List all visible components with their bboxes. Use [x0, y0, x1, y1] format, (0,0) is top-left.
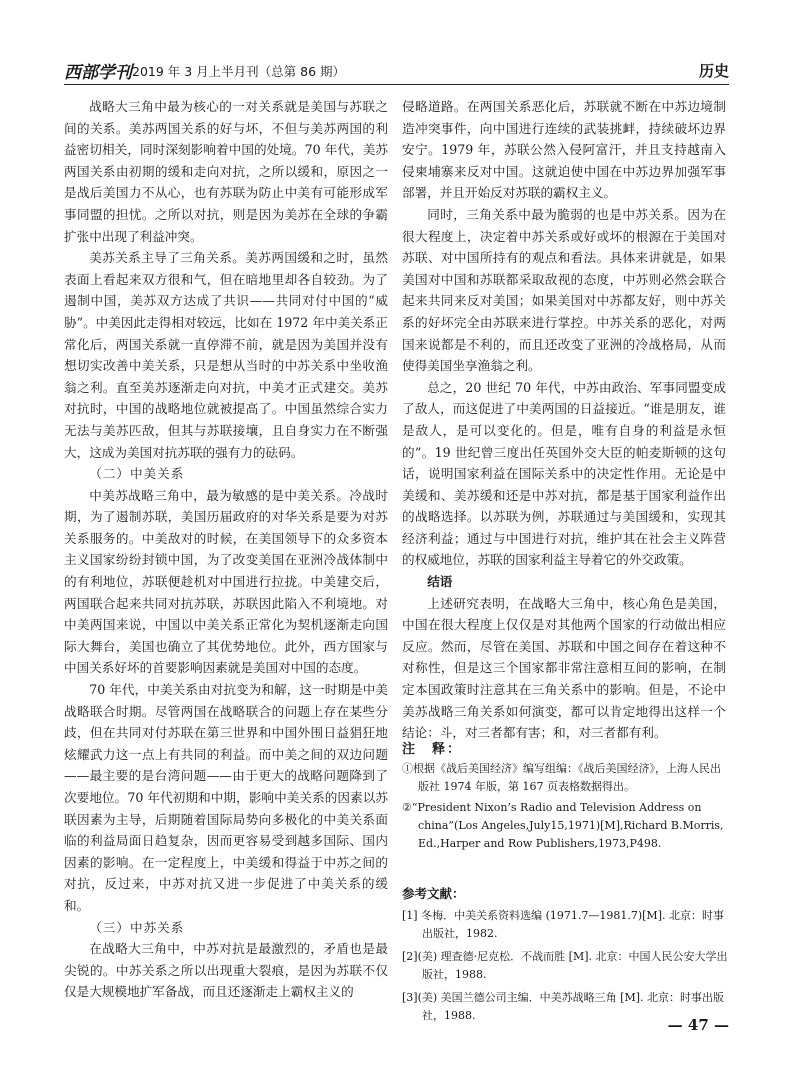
notes-heading: 注 释：: [402, 742, 463, 757]
paragraph: 在战略大三角中，中苏对抗是最激烈的，矛盾也是最尖锐的。中苏关系之所以出现重大裂痕，是因为苏联不仅仅是大规模地扩军备战，而且还逐渐走上霸权主义的: [64, 941, 388, 1000]
paragraph: 中美苏战略三角中，最为敏感的是中美关系。冷战时期，为了遏制苏联，美国历届政府的对华关系是要为对苏关系服务的。中美敌对的时候，在美国领导下的众多资本主义国家纷纷封锁中国，为了改变美国在亚洲冷战体制中的有利地位，苏联便趁机对中国进行拉拢。中美建交后，两国联合起来共同对抗苏联，苏联因此陷入不利境地。对中美两国来说，中国以中美关系正常化为契机逐渐走向国际大舞台，美国也确立了其优势地位。此外，西方国家与中国关系好坏的首要影响因素就是美国对中国的态度。: [64, 487, 388, 676]
section-label: 历史: [698, 62, 729, 80]
paragraph: 同时，三角关系中最为脆弱的也是中苏关系。因为在很大程度上，决定着中苏关系或好或坏的根源在于美国对苏联、对中国所持有的观点和看法。具体来讲就是，如果美国对中国和苏联都采取敌视的态度，中苏则必然会联合起来共同来反对美国；如果美国对中苏都友好，则中苏关系的好坏完全由苏联来进行掌控。中苏关系的恶化，对两国来说都是不利的，而且还改变了亚洲的冷战格局，从而使得美国坐享渔翁之利。: [402, 206, 726, 374]
note-item: ②“President Nixon’s Radio and Television Address on china”(Los Angeles,July15,1971)[M],Richard B.Morris, Ed.,Harper and Row Publishers,1973,P498.: [402, 801, 724, 850]
paragraph: 侵略道路。在两国关系恶化后，苏联就不断在中苏边境制造冲突事件，向中国进行连续的武装挑衅，持续破坏边界安宁。1979 年，苏联公然入侵阿富汗，并且支持越南入侵柬埔寨来反对中国。这就迫使中国在中苏边界加强军事部署，并且开始反对苏联的霸权主义。: [402, 99, 726, 201]
notes-list: [402, 760, 728, 856]
references-list: [402, 907, 728, 1030]
reference-item: [1] 冬梅．中美关系资料选编 (1971.7—1981.7)[M]. 北京：时事出版社，1982.: [402, 909, 724, 940]
paragraph: 总之，20 世纪 70 年代，中苏由政治、军事同盟变成了敌人，而这促进了中美两国的日益接近。“谁是朋友，谁是敌人，是可以变化的。但是，唯有自身的利益是永恒的”。19 世纪曾三度出任英国外交大臣的帕麦斯顿的这句话，说明国家利益在国际关系中的决定性作用。无论是中美缓和、美苏缓和还是中苏对抗，都是基于国家利益作出的战略选择。以苏联为例，苏联通过与美国缓和，实现其经济利益；通过与中国进行对抗，维护其在社会主义阵营的权威地位，苏联的国家利益主导着它的外交政策。: [402, 379, 726, 568]
reference-item: [2](美) 理查德·尼克松．不战而胜 [M]. 北京：中国人民公安大学出版社，1988.: [402, 950, 728, 981]
note-item: ①根据《战后美国经济》编写组编：《战后美国经济》，上海人民出版社 1974 年版，第 167 页表格数据得出。: [402, 762, 721, 793]
right-column: [402, 96, 726, 744]
paragraph: 上述研究表明，在战略大三角中，核心角色是美国，中国在很大程度上仅仅是对其他两个国家的行动做出相应反应。然而，尽管在美国、苏联和中国之间存在着这种不对称性，但是这三个国家都非常注意相互间的影响，在制定本国政策时注意其在三角关系中的影响。但是，不论中美苏战略三角关系如何演变，都可以肯定地得出这样一个结论：斗，对三者都有害；和，对三者都有利。: [402, 595, 726, 741]
conclusion-heading: 结语: [427, 574, 453, 590]
paragraph: 战略大三角中最为核心的一对关系就是美国与苏联之间的关系。美苏两国关系的好与坏，不但与美苏两国的利益密切相关，同时深刻影响着中国的处境。70 年代，美苏两国关系由初期的缓和走向对抗，之所以缓和，原因之一是战后美国力不从心，也有苏联为防止中美有可能形成军事同盟的担忧。之所以对抗，则是因为美苏在全球的争霸扩张中出现了利益冲突。: [64, 99, 388, 244]
paragraph: 70 年代，中美关系由对抗变为和解，这一时期是中美战略联合时期。尽管两国在战略联合的问题上存在某些分歧，但在共同对付苏联在第三世界和中国外围日益猖狂地炫耀武力这一点上有共同的利益。而中美之间的双边问题——最主要的是台湾问题——由于更大的战略问题降到了次要地位。70 年代初期和中期，影响中美关系的因素以苏联因素为主导，后期随着国际局势向多极化的中美关系面临的利益局面日趋复杂，因而更容易受到越多国际、国内因素的影响。在一定程度上，中美缓和得益于中苏之间的对抗，反过来，中苏对抗又进一步促进了中美关系的缓和。: [64, 682, 388, 913]
references-heading: 参考文献：: [402, 886, 465, 901]
left-column: [64, 96, 388, 1003]
subsection-heading: （二）中美关系: [89, 466, 185, 482]
paragraph: 美苏关系主导了三角关系。美苏两国缓和之时，虽然表面上看起来双方很和气，但在暗地里却各自较劲。为了遏制中国，美苏双方达成了共识——共同对付中国的“威胁”。中美因此走得相对较远，比如在 1972 年中美关系正常化后，两国关系就一直停滞不前，就是因为美国并没有想切实改善中美关系，只是想从当时的中苏关系中坐收渔翁之利。直至美苏逐渐走向对抗，中美才正式建交。美苏对抗时，中国的战略地位就被提高了。中国虽然综合实力无法与美苏匹敌，但其与苏联接壤，且自身实力在不断强大，这成为美国对抗苏联的强有力的砝码。: [64, 250, 388, 460]
journal-logo: 西部学刊: [64, 63, 132, 83]
subsection-heading: （三）中苏关系: [89, 919, 185, 935]
page-number: — 47 —: [667, 1016, 729, 1034]
issue-info: 2019 年 3 月上半月刊（总第 86 期）: [132, 64, 346, 79]
reference-item: [3](美) 美国兰德公司主编．中美苏战略三角 [M]. 北京：时事出版社，1988.: [402, 991, 724, 1022]
header-rule: [64, 84, 729, 85]
page-header: [64, 58, 729, 82]
